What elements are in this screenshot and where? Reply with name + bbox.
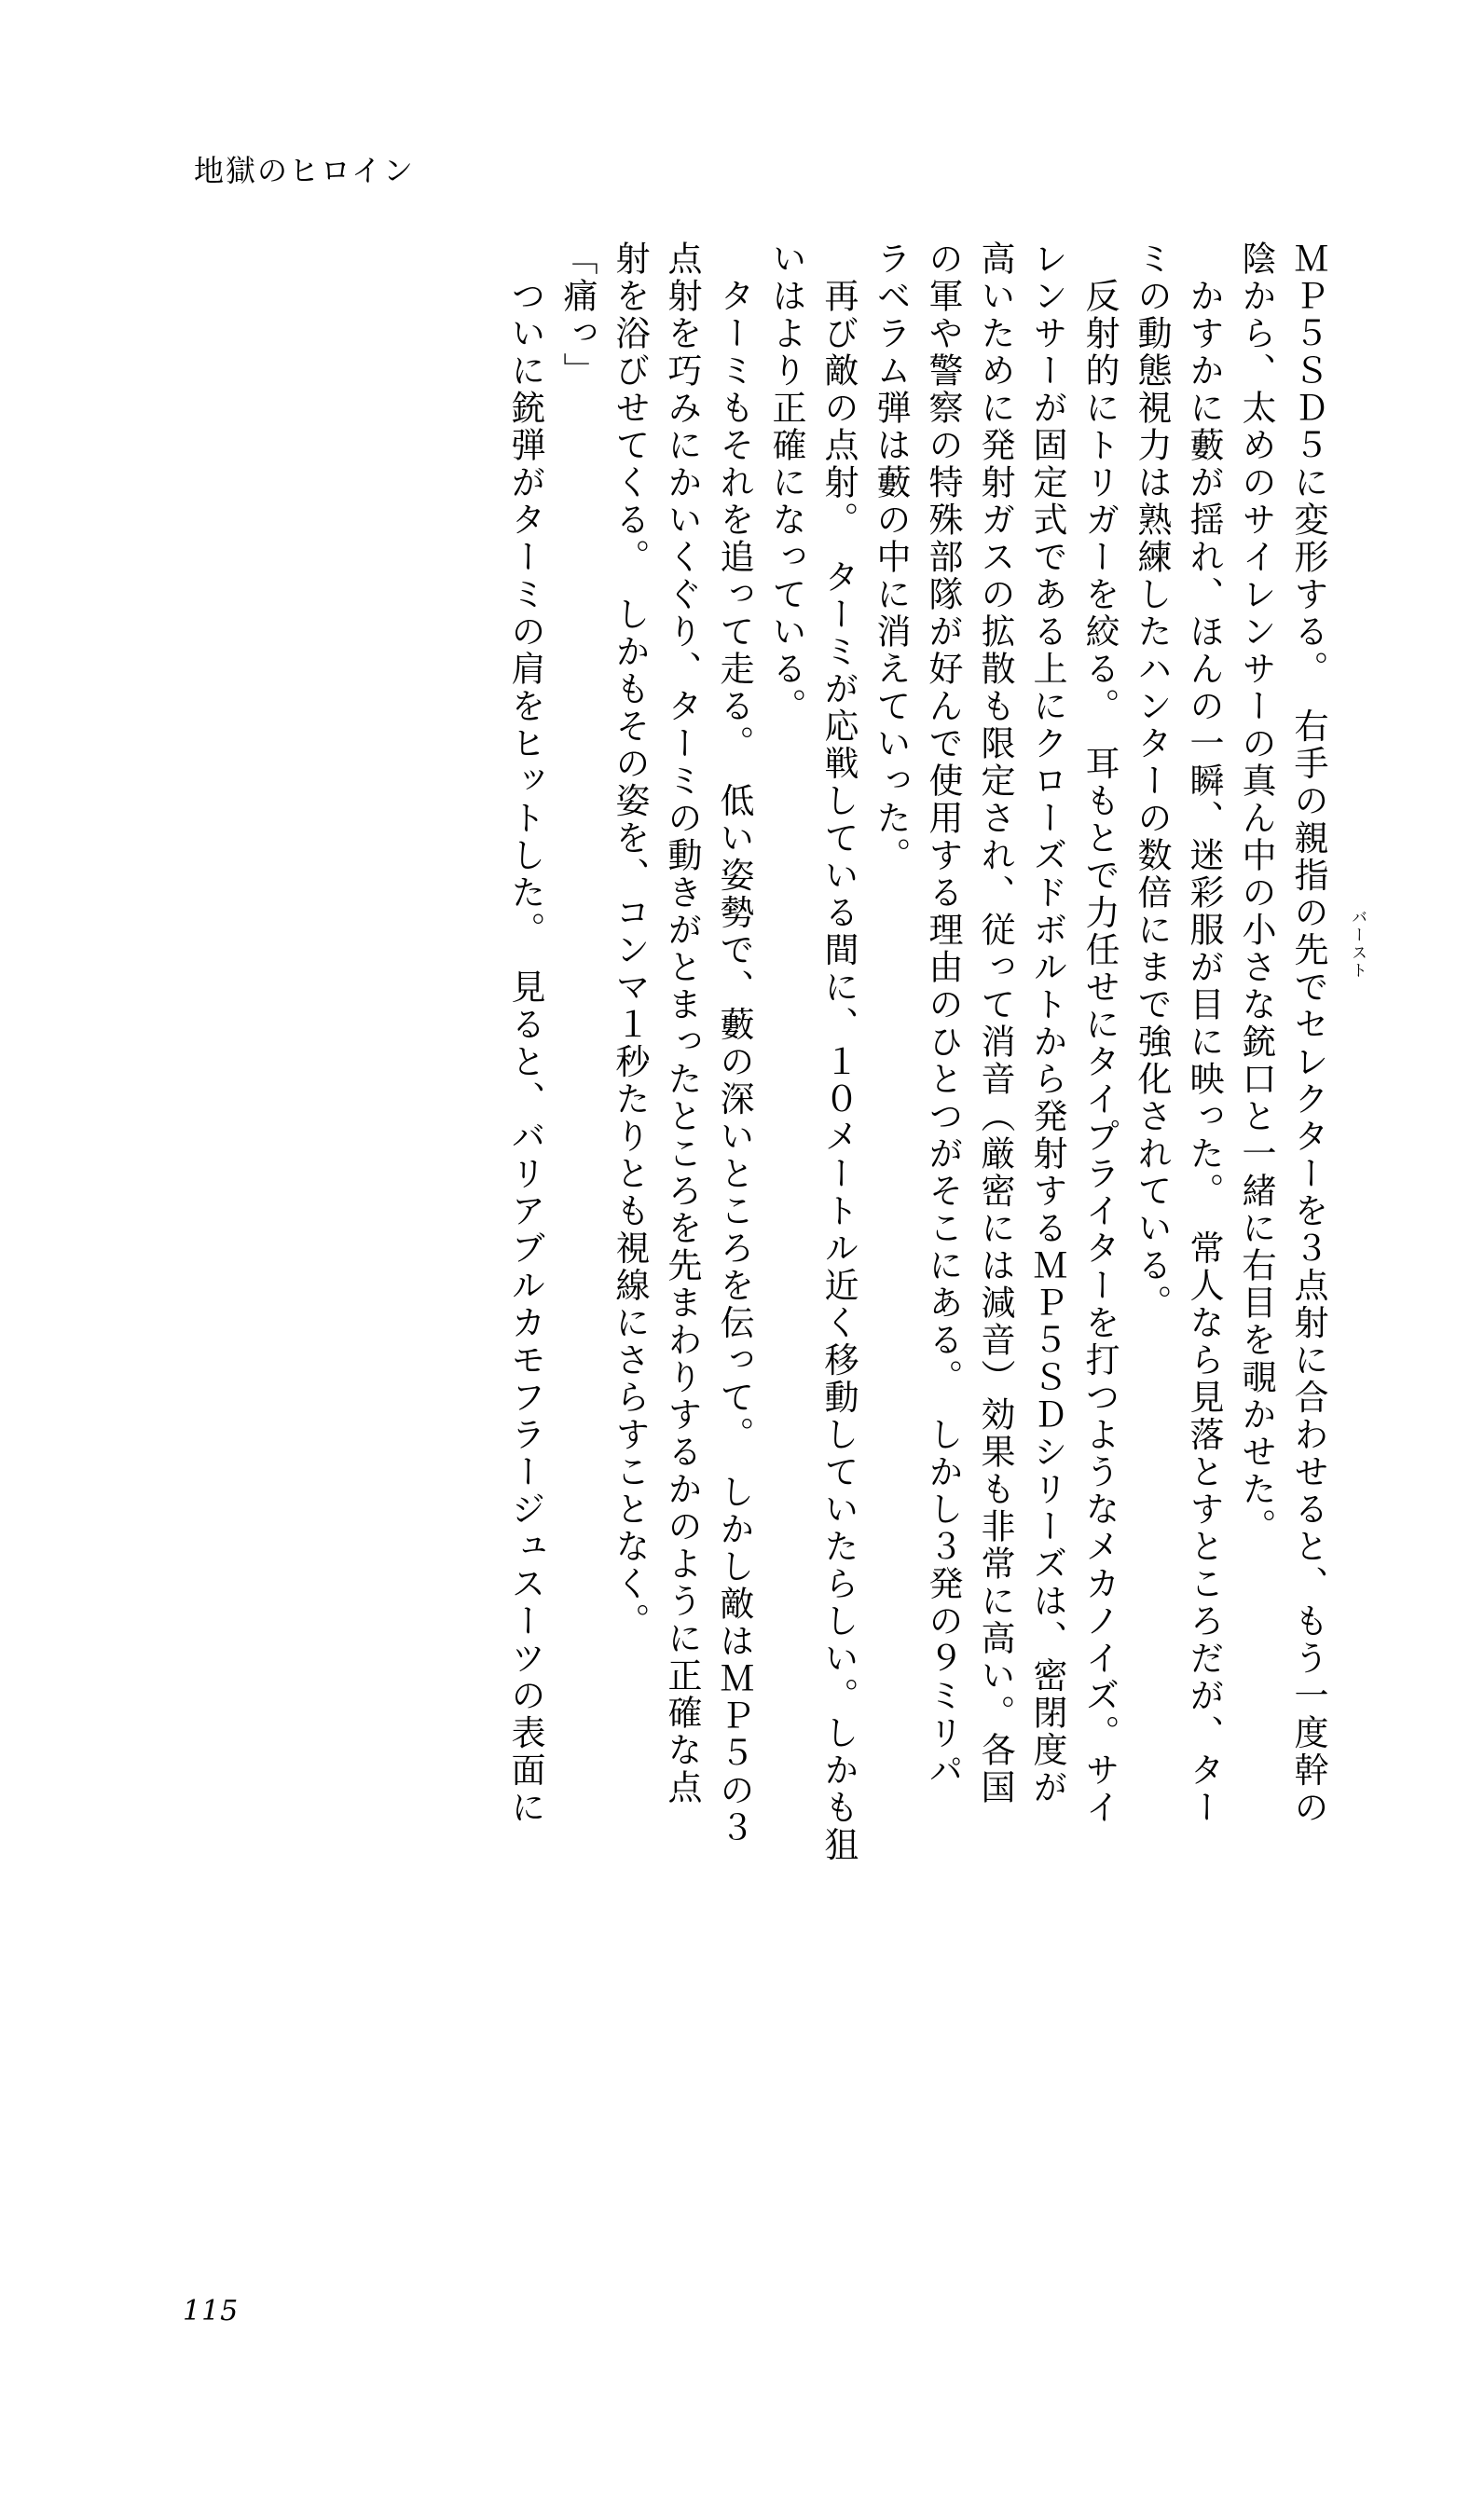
- running-head: 地獄のヒロイン: [194, 153, 416, 188]
- ruby-annotation-burst: バースト: [1348, 909, 1367, 980]
- text-column: 反射的にトリガーを絞る。 耳もとで力任せにタイプライターを打つようなメカノイズ。サイ: [1079, 240, 1120, 1827]
- page-number: 115: [183, 2295, 240, 2328]
- text-column: いはより正確になっている。: [766, 240, 806, 725]
- text-column: 陰から、太めのサイレンサーの真ん中の小さな銃口と一緒に右目を覗かせた。: [1236, 240, 1276, 1545]
- text-column: 高いために発射ガスの拡散も限定され、従って消音（厳密には減音）効果も非常に高い。各国: [975, 240, 1015, 1806]
- text-column: ラベラム弾は藪の中に消えていった。: [871, 240, 911, 874]
- text-column: 点射を巧みにかいくぐり、ターミの動きがとまったところを先まわりするかのように正確な点: [662, 240, 702, 1806]
- vertical-body-text: [207, 240, 1326, 2226]
- text-column: ミの動態視力は熟練したハンターの数倍にまで強化されている。: [1132, 240, 1172, 1322]
- text-column: 「痛っ」: [557, 240, 598, 390]
- text-column: ついに銃弾がターミの肩をヒットした。 見ると、バリアブルカモフラージュスーツの表面に: [505, 240, 545, 1827]
- text-column: ターミもそれを追って走る。 低い姿勢で、藪の深いところを伝って。 しかし敵はＭＰ５の３: [714, 240, 754, 1847]
- text-column: 射を浴びせてくる。 しかもその姿を、コンマ１秒たりとも視線にさらすことなく。: [610, 240, 650, 1641]
- text-column: レンサーが固定式である上にクローズドボルトから発射するＭＰ５ＳＤシリーズは、密閉度が: [1027, 240, 1067, 1806]
- text-column: の軍や警察の特殊部隊が好んで使用する理由のひとつがそこにある。 しかし３発の９ミリパ: [923, 240, 963, 1790]
- text-column: 再び敵の点射。 ターミが応戦している間に、１０メートル近く移動していたらしい。しかも狙: [818, 240, 859, 1864]
- text-column: かすかに藪が揺れ、ほんの一瞬、迷彩服が目に映った。 常人なら見落とすところだが、ター: [1184, 240, 1224, 1827]
- text-column: ＭＰ５ＳＤ５に変形する。 右手の親指の先でセレクターを３点射に合わせると、もう一度幹の: [1288, 240, 1328, 1827]
